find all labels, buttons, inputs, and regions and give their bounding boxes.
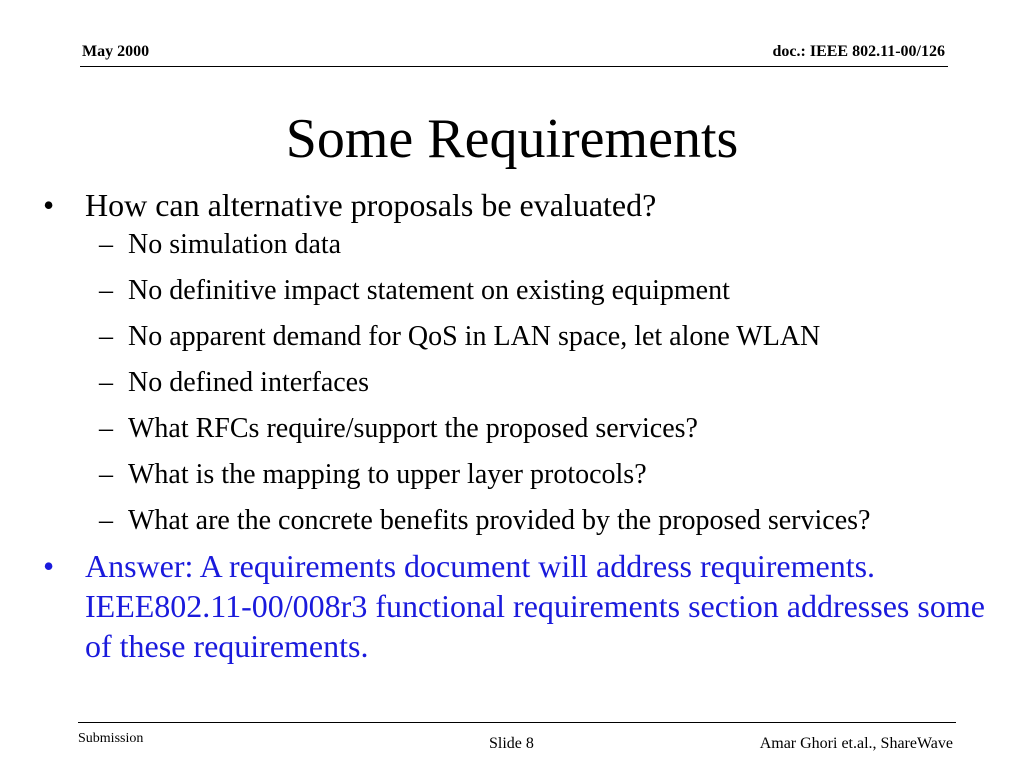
bullet-text: How can alternative proposals be evaluated? [85,187,657,223]
bullet-question [43,186,993,224]
dash-marker: – [99,229,113,260]
footer-slide-number: Slide 8 [489,735,534,752]
subbullet-text: No defined interfaces [128,367,369,398]
dash-marker: – [99,367,113,398]
subbullet-item [43,412,993,446]
bullet-marker: • [43,187,55,223]
dash-marker: – [99,321,113,352]
dash-marker: – [99,413,113,444]
subbullet-item [43,228,993,262]
subbullet-item [43,504,993,538]
slide-title: Some Requirements [285,108,739,170]
footer-submission: Submission [78,731,144,746]
subbullet-item [43,366,993,400]
bullet-answer [43,546,993,666]
subbullet-text: What is the mapping to upper layer protocols? [128,459,647,490]
dash-marker: – [99,505,113,536]
subbullet-item [43,320,993,354]
subbullet-text: No apparent demand for QoS in LAN space, let alone WLAN [128,321,821,352]
subbullet-item [43,458,993,492]
header-doc-id: doc.: IEEE 802.11-00/126 [772,43,945,60]
subbullet-item [43,274,993,308]
dash-marker: – [99,275,113,306]
slide-body [43,186,993,666]
footer-authors: Amar Ghori et.al., ShareWave [759,735,953,752]
header-rule [80,66,948,67]
header-date: May 2000 [82,43,150,60]
subbullet-text: No simulation data [128,229,342,260]
dash-marker: – [99,459,113,490]
subbullet-text: What RFCs require/support the proposed services? [128,413,698,444]
subbullet-text: What are the concrete benefits provided by the proposed services? [128,505,871,536]
footer-rule [78,722,956,723]
subbullet-text: No definitive impact statement on existing equipment [128,275,730,306]
bullet-marker: • [43,548,55,584]
bullet-text: Answer: A requirements document will address requirements. IEEE802.11-00/008r3 functional requirements section addresses some of these requirements. [85,548,985,664]
